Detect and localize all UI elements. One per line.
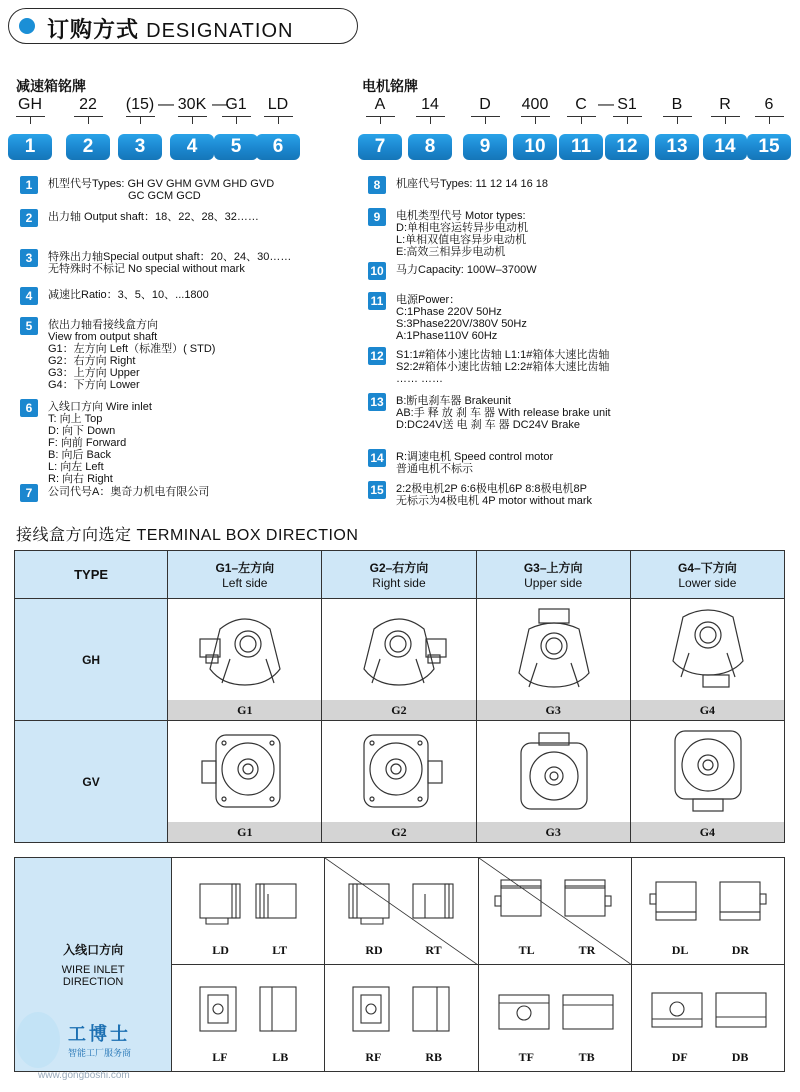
type-header: TYPE [15,551,168,599]
gear-code-1: GH [18,96,42,113]
motor-number-badge-6: 12 [605,134,649,160]
code-bracket [485,116,486,124]
item-number-badge: 4 [20,287,38,305]
code-bracket [278,116,279,124]
col-header-g1: G1–左方向 Left side [168,551,322,599]
motor-code-3: D [479,96,491,113]
motor-code-1: A [374,96,386,113]
robot-mascot-icon [16,1012,60,1068]
cell-label: G2 [322,700,475,720]
gear-number-badge-1: 1 [8,134,52,160]
code-bracket [30,116,31,124]
code-separator: — [598,96,614,113]
page-title: 订购方式 DESIGNATION [47,17,294,42]
motor-nameplate-title: 电机铭牌 [362,78,418,94]
wire-inlet-header: 入线口方向 WIRE INLET DIRECTION [15,858,172,1072]
item-number-badge: 10 [368,262,386,280]
gear-code-3: (15) [125,96,155,113]
item-description: R:调速电机 Speed control motor 普通电机不标示 [396,451,554,475]
code-bracket [380,116,381,124]
item-description: 电机类型代号 Motor types: D:单相电容运转异步电动机 L:单相双值电容异步电动机 E:高效三相异步电动机 [396,210,528,258]
code-separator: — [158,96,174,113]
wire-cell-tl-tr [478,858,631,965]
row-header-gv: GV [15,721,168,843]
gear-code-6: LD [267,96,289,113]
gear-nameplate-title: 减速箱铭牌 [16,78,86,94]
item-number-badge: 5 [20,317,38,335]
label-tb: TB [578,1050,595,1064]
code-bracket [430,116,431,124]
label-dr: DR [731,943,750,957]
item-description: 马力Capacity: 100W–3700W [396,264,537,276]
gh-g3-diagram [476,599,630,721]
item-number-badge: 11 [368,292,386,310]
row-header-gh: GH [15,599,168,721]
item-description: 机座代号Types: 11 12 14 16 18 [396,178,549,190]
watermark-logo: 工博士 智能工厂服务商 www.gongboshi.com [10,1008,170,1088]
motor-number-badge-8: 14 [703,134,747,160]
wire-cell-dl-dr [631,858,784,965]
label-tr: TR [578,943,596,957]
label-tl: TL [518,943,535,957]
label-lf: LF [212,1050,228,1064]
code-bracket [677,116,678,124]
gear-number-badge-2: 2 [66,134,110,160]
terminal-box-table [14,550,785,843]
gv-g1-diagram [168,721,322,843]
section-header [8,8,358,44]
gh-g1-diagram [168,599,322,721]
cell-label: G1 [168,822,321,842]
gear-code-2: 22 [79,96,97,113]
item-description: 减速比Ratio：3、5、10、...1800 [48,289,209,301]
cell-label: G3 [477,822,630,842]
gear-number-badge-3: 3 [118,134,162,160]
gv-g4-diagram [630,721,784,843]
bullet-icon [19,18,35,34]
item-description: 公司代号A：奥奇力机电有限公司 [48,486,210,498]
item-description: 电源Power： C:1Phase 220V 50Hz S:3Phase220V/380V 50Hz A:1Phase110V 60Hz [396,294,527,342]
item-description: 2:2极电机2P 6:6极电机6P 8:8极电机8P 无标示为4极电机 4P motor without mark [396,483,593,507]
item-number-badge: 13 [368,393,386,411]
label-dl: DL [671,943,689,957]
motor-number-badge-1: 7 [358,134,402,160]
item-description: 入线口方向 Wire inlet T: 向上 Top D: 向下 Down F: 向前 Forward B: 向后 Back L: 向左 Left R: 向右 Right [48,401,152,485]
item-number-badge: 6 [20,399,38,417]
item-number-badge: 2 [20,209,38,227]
col-header-g2: G2–右方向 Right side [322,551,476,599]
item-description: B:断电刹车器 Brakeunit AB:手 释 放 刹 车 器 With release brake unit D:DC24V送 电 刹 车 器 DC24V Brake [396,395,611,431]
item-number-badge: 15 [368,481,386,499]
item-number-badge: 8 [368,176,386,194]
label-ld: LD [212,943,229,957]
gear-number-badge-6: 6 [256,134,300,160]
motor-number-badge-2: 8 [408,134,452,160]
label-rd: RD [365,943,383,957]
code-bracket [581,116,582,124]
code-bracket [140,116,141,124]
motor-code-4: 400 [521,96,549,113]
gear-number-badge-5: 5 [214,134,258,160]
code-bracket [236,116,237,124]
motor-number-badge-4: 10 [513,134,557,160]
cell-label: G3 [477,700,630,720]
motor-number-badge-5: 11 [559,134,603,160]
label-tf: TF [518,1050,534,1064]
label-lb: LB [272,1050,289,1064]
motor-number-badge-9: 15 [747,134,791,160]
motor-code-6: S1 [617,96,637,113]
item-number-badge: 9 [368,208,386,226]
label-rt: RT [425,943,442,957]
cell-label: G1 [168,700,321,720]
wire-cell-df-db [631,965,784,1072]
gv-g3-diagram [476,721,630,843]
code-bracket [88,116,89,124]
motor-code-2: 14 [421,96,439,113]
wire-cell-rd-rt [325,858,478,965]
label-rb: RB [425,1050,443,1064]
label-rf: RF [365,1050,382,1064]
gv-g2-diagram [322,721,476,843]
item-description: 依出力轴看接线盒方向 View from output shaft G1：左方向 Left（标准型）( STD) G2：右方向 Right G3：上方向 Upper G4：下方向 Lower [48,319,216,391]
motor-code-8: R [719,96,731,113]
label-lt: LT [272,943,288,957]
item-number-badge: 7 [20,484,38,502]
item-description: 特殊出力轴Special output shaft：20、24、30…… 无特殊时不标记 No special without mark [48,251,292,275]
wire-cell-tf-tb [478,965,631,1072]
gear-code-5: G1 [225,96,247,113]
code-bracket [627,116,628,124]
col-header-g3: G3–上方向 Upper side [476,551,630,599]
code-bracket [725,116,726,124]
item-description: 机型代号Types: GH GV GHM GVM GHD GVD GC GCM GCD [48,178,275,202]
cell-label: G4 [631,700,784,720]
cell-label: G2 [322,822,475,842]
item-number-badge: 3 [20,249,38,267]
item-number-badge: 14 [368,449,386,467]
wire-cell-ld-lt [172,858,325,965]
gear-code-4: 30K [177,96,207,113]
code-bracket [769,116,770,124]
wire-cell-rf-rb [325,965,478,1072]
motor-code-9: 6 [764,96,774,113]
item-description: 出力轴 Output shaft：18、22、28、32…… [48,211,259,223]
code-bracket [192,116,193,124]
item-description: S1:1#箱体小速比齿轴 L1:1#箱体大速比齿轴 S2:2#箱体小速比齿轴 L2:2#箱体大速比齿轴 …… …… [396,349,610,385]
label-df: DF [671,1050,688,1064]
item-number-badge: 12 [368,347,386,365]
motor-code-7: B [671,96,683,113]
motor-code-5: C [575,96,587,113]
item-number-badge: 1 [20,176,38,194]
motor-number-badge-3: 9 [463,134,507,160]
wire-cell-lf-lb [172,965,325,1072]
col-header-g4: G4–下方向 Lower side [630,551,784,599]
label-db: DB [731,1050,749,1064]
motor-number-badge-7: 13 [655,134,699,160]
gear-number-badge-4: 4 [170,134,214,160]
gh-g2-diagram [322,599,476,721]
code-separator: — [212,96,228,113]
code-bracket [535,116,536,124]
terminal-box-title: 接线盒方向选定 TERMINAL BOX DIRECTION [16,527,359,544]
cell-label: G4 [631,822,784,842]
gh-g4-diagram [630,599,784,721]
